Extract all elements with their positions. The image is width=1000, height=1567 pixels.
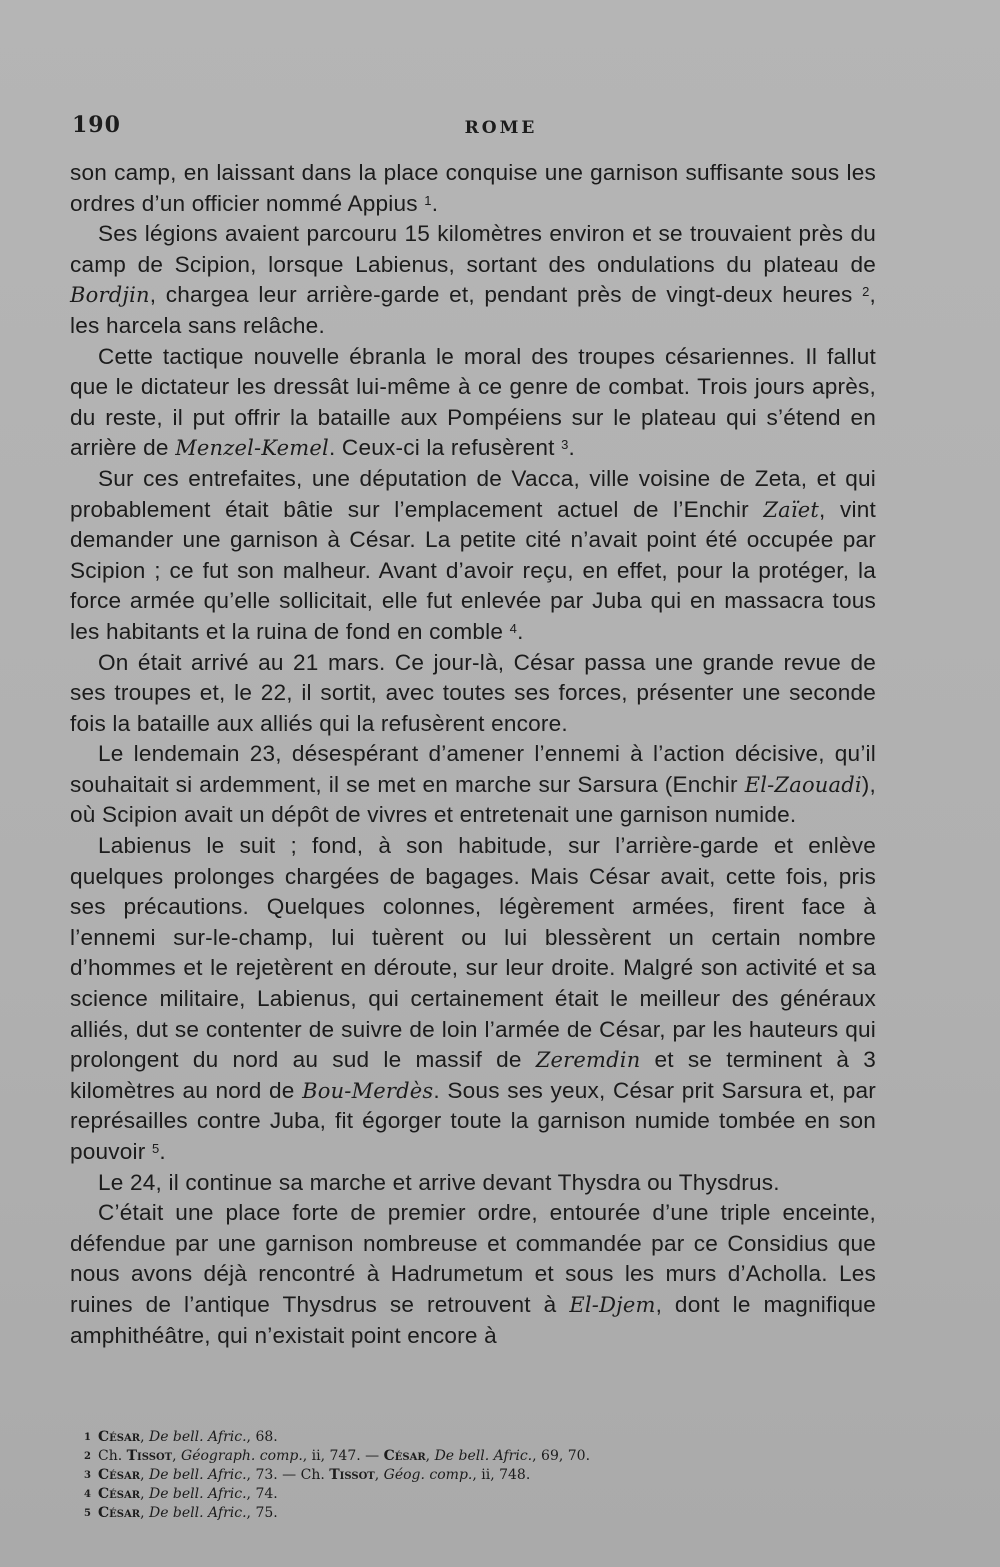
text-run: .	[517, 618, 524, 644]
text-run: , vint demander une garnison à César. La petite cité n’avait point été occupée par Scipion ; ce fut son malheur. Avant d’avoir reçu, en effet, pour la protéger, la force armée qu’elle sollicitait, elle fut enlevée par Juba qui en massacra tous les habitants et la ruina de fond en comble	[70, 496, 876, 644]
author-name: César	[383, 1448, 426, 1464]
paragraph	[70, 1198, 876, 1351]
author-name: Tissot	[126, 1448, 173, 1464]
text-run: et se terminent à 3 kilomètres au nord de	[70, 1047, 876, 1103]
paragraph	[70, 342, 876, 464]
footnote-number: 5	[84, 1508, 91, 1519]
footnote	[84, 1485, 784, 1504]
italic-term: El-Djem	[569, 1292, 656, 1317]
text-run: ), où Scipion avait un dépôt de vivres et entretenait une garnison numide.	[70, 771, 876, 828]
text-run: Labienus le suit ; fond, à son habitude, sur l’arrière-garde et enlève quelques prolonges chargées de bagages. Mais César avait, cette fois, pris ses précautions. Quelques colonnes, légèrement armées, firent face à l’ennemi sur-le-champ, lui tuèrent ou lui blessèrent un certain nombre d’hommes et le rejetèrent en déroute, sur leur droite. Malgré son activité et sa science militaire, Labienus, qui certainement était le meilleur des généraux alliés, dut se contenter de suivre de loin l’armée de César, par les hauteurs qui prolongent du nord au sud le massif de	[70, 833, 876, 1073]
text-run: On était arrivé au 21 mars. Ce jour-là, César passa une grande revue de ses troupes et, le 22, il sortit, avec toutes ses forces, présenter une seconde fois la bataille aux alliés qui la refusèrent encore.	[70, 649, 876, 736]
footnote-ref: 1	[424, 192, 432, 208]
paragraph	[70, 464, 876, 648]
footnote-number: 2	[84, 1451, 91, 1462]
author-name: Tissot	[329, 1467, 375, 1483]
page-number: 190	[72, 112, 121, 138]
text-run: ,	[374, 1467, 384, 1483]
text-run: ,	[172, 1448, 182, 1464]
text-run: .	[568, 435, 575, 461]
body-text	[70, 158, 876, 1351]
text-run: Cette tactique nouvelle ébranla le moral des troupes césariennes. Il fallut que le dictateur les dressât lui-même à ce genre de combat. Trois jours après, du reste, il put offrir la bataille aux Pompéiens sur le plateau qui s’étend en arrière de	[70, 343, 876, 461]
text-run: .	[159, 1139, 166, 1164]
footnote	[84, 1428, 784, 1447]
footnote-number: 3	[84, 1470, 91, 1481]
text-run: Le lendemain 23, désespérant d’amener l’ennemi à l’action décisive, qu’il souhaitait si ardemment, il se met en marche sur Sarsura (Enchir	[70, 741, 876, 797]
text-run: ,	[140, 1429, 149, 1445]
paragraph	[70, 648, 876, 740]
text-run: Sur ces entrefaites, une députation de Vacca, ville voisine de Zeta, et qui probablement était bâtie sur l’emplacement actuel de l’Enchir	[70, 465, 876, 522]
text-run: ,	[140, 1467, 149, 1483]
italic-term: Zeremdin	[535, 1048, 641, 1073]
text-run: Ses légions avaient parcouru 15 kilomètres environ et se trouvaient près du camp de Scipion, lorsque Labienus, sortant des ondulations du plateau de	[70, 221, 876, 277]
page-header	[72, 112, 870, 144]
text-run: Ch.	[98, 1448, 127, 1464]
footnotes	[84, 1428, 784, 1523]
author-name: César	[98, 1467, 141, 1483]
text-run: . Ceux-ci la refusèrent	[328, 435, 562, 461]
text-run: , chargea leur arrière-garde et, pendant près de vingt-deux heures	[149, 282, 863, 308]
footnote-ref: 2	[862, 284, 870, 300]
italic-term: El-Zaouadi	[744, 772, 862, 797]
italic-term: Bou-Merdès	[302, 1078, 434, 1103]
text-run: , 74.	[246, 1486, 278, 1502]
italic-term: Bordjin	[70, 283, 150, 308]
text-run: , 73. — Ch.	[246, 1467, 330, 1483]
paragraph	[70, 739, 876, 831]
text-run: , 75.	[246, 1505, 278, 1521]
italic-term: Zaïet	[763, 497, 820, 522]
italic-term: Géograph. comp.	[181, 1448, 303, 1464]
text-run: , 69, 70.	[532, 1448, 591, 1464]
italic-term: De bell. Afric.	[434, 1448, 533, 1464]
footnote-number: 1	[84, 1432, 91, 1443]
text-run: , dont le magnifique amphithéâtre, qui n’existait point encore à	[70, 1291, 876, 1348]
paragraph	[70, 219, 876, 341]
author-name: César	[98, 1505, 141, 1521]
italic-term: De bell. Afric.	[148, 1505, 247, 1521]
text-run: , ii, 747. —	[302, 1448, 384, 1464]
text-run: , 68.	[246, 1429, 278, 1445]
italic-term: De bell. Afric.	[148, 1429, 247, 1445]
text-run: ,	[425, 1448, 435, 1464]
text-run: .	[431, 190, 439, 216]
italic-term: De bell. Afric.	[148, 1467, 247, 1483]
text-run: Le 24, il continue sa marche et arrive devant Thysdra ou Thysdrus.	[98, 1169, 780, 1195]
footnote-ref: 4	[509, 620, 518, 636]
italic-term: Menzel-Kemel	[175, 436, 329, 461]
text-run: , ii, 748.	[472, 1467, 531, 1483]
footnote-ref: 3	[561, 437, 569, 453]
running-title: ROME	[464, 118, 538, 138]
text-run: . Sous ses yeux, César prit Sarsura et, par représailles contre Juba, fit égorger toute la garnison numide tombée en son pouvoir	[70, 1077, 876, 1164]
footnote	[84, 1466, 784, 1485]
text-run: C’était une place forte de premier ordre, entourée d’une triple enceinte, défendue par une garnison nombreuse et commandée par ce Considius que nous avons déjà rencontré à Hadrumetum et sous les murs d’Acholla. Les ruines de l’antique Thysdrus se retrouvent à	[70, 1200, 876, 1317]
italic-term: Géog. comp.	[383, 1467, 473, 1483]
author-name: César	[98, 1486, 141, 1502]
text-run: son camp, en laissant dans la place conquise une garnison suffisante sous les ordres d’un officier nommé Appius	[70, 160, 876, 216]
paragraph	[70, 1168, 876, 1199]
italic-term: De bell. Afric.	[148, 1486, 247, 1502]
footnote	[84, 1504, 784, 1523]
text-run: , les harcela sans relâche.	[70, 282, 876, 338]
paragraph	[70, 158, 876, 219]
text-run: ,	[140, 1486, 149, 1502]
footnote-number: 4	[84, 1489, 91, 1500]
text-run: ,	[140, 1505, 149, 1521]
footnote	[84, 1447, 784, 1466]
footnote-ref: 5	[151, 1141, 160, 1156]
author-name: César	[98, 1429, 141, 1445]
paragraph	[70, 831, 876, 1168]
